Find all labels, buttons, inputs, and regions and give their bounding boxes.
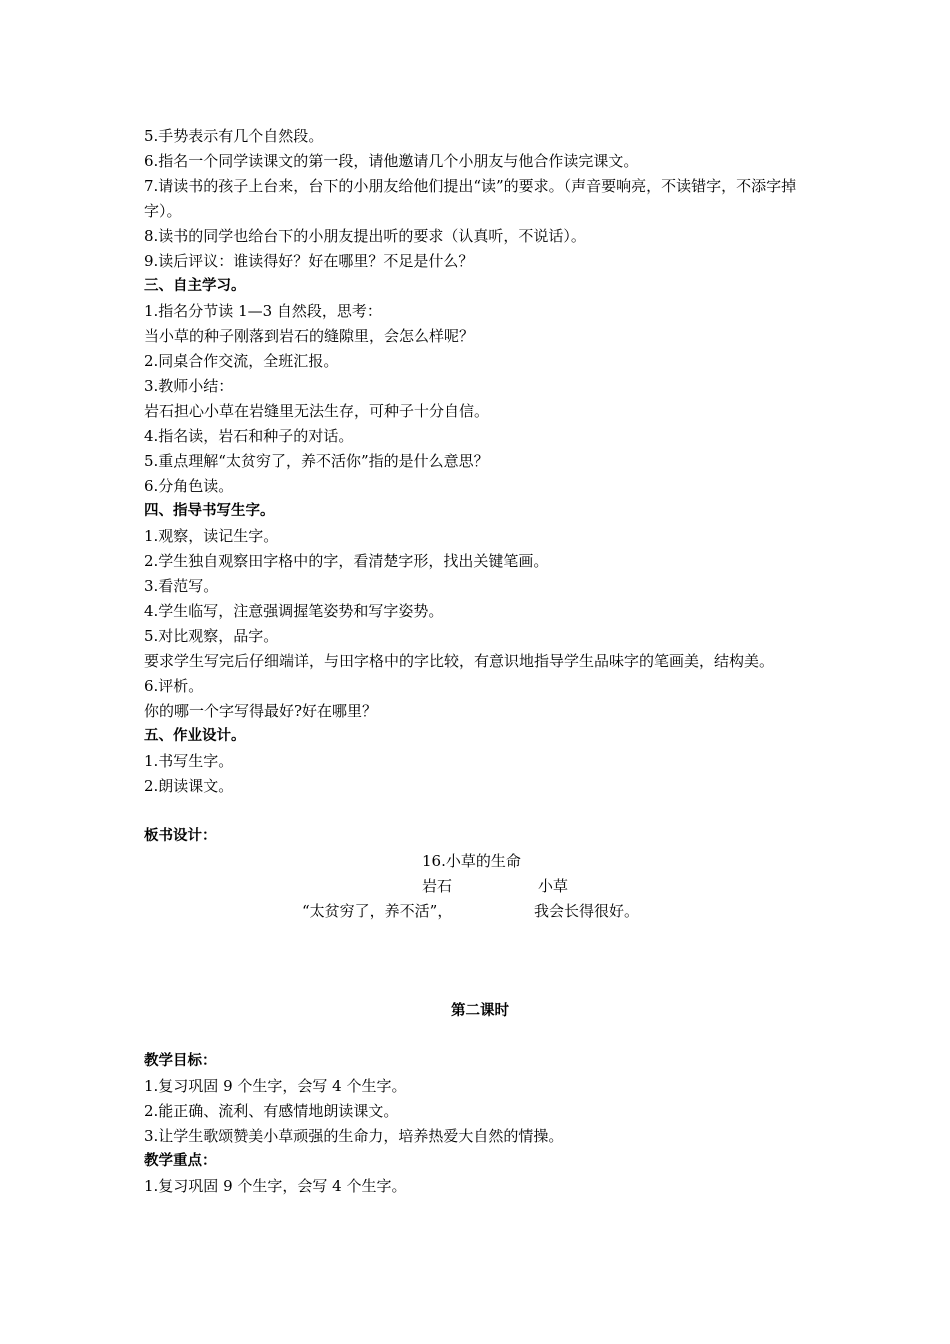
board-title-row	[144, 849, 816, 874]
focus-line: 1.复习巩固 9 个生字，会写 4 个生字。	[144, 1177, 407, 1195]
board-quotes-row	[144, 899, 816, 924]
section-heading-self-study: 三、自主学习。	[144, 278, 246, 294]
section-heading-homework: 五、作业设计。	[144, 728, 246, 744]
board-left-quote: “太贫穷了，养不活”，	[302, 902, 453, 920]
writing-line: 6.评析。	[144, 677, 204, 695]
board-design-heading: 板书设计：	[144, 828, 217, 844]
lesson-two-title: 第二课时	[451, 1003, 509, 1019]
self-study-line: 5.重点理解“太贫穷了，养不活你”指的是什么意思？	[144, 452, 489, 470]
writing-line: 3.看范写。	[144, 577, 219, 595]
self-study-line: 2.同桌合作交流，全班汇报。	[144, 352, 339, 370]
step-5: 5.手势表示有几个自然段。	[144, 127, 324, 145]
self-study-line: 岩石担心小草在岩缝里无法生存，可种子十分自信。	[144, 402, 490, 420]
board-right-label: 小草	[538, 877, 569, 895]
writing-line: 5.对比观察，品字。	[144, 627, 279, 645]
board-labels-row	[144, 874, 816, 899]
step-7: 7.请读书的孩子上台来，台下的小朋友给他们提出“读”的要求。（声音要响亮，不读错字，不添字掉字）。	[144, 177, 797, 220]
writing-line: 4.学生临写，注意强调握笔姿势和写字姿势。	[144, 602, 444, 620]
self-study-line: 3.教师小结：	[144, 377, 234, 395]
writing-line: 1.观察，读记生字。	[144, 527, 279, 545]
step-9: 9.读后评议：谁读得好？好在哪里？不足是什么？	[144, 252, 474, 270]
self-study-line: 4.指名读，岩石和种子的对话。	[144, 427, 354, 445]
goal-line: 1.复习巩固 9 个生字，会写 4 个生字。	[144, 1077, 407, 1095]
teaching-goals-heading: 教学目标：	[144, 1053, 217, 1069]
goal-line: 2.能正确、流利、有感情地朗读课文。	[144, 1102, 399, 1120]
teaching-focus-heading: 教学重点：	[144, 1153, 217, 1169]
step-8: 8.读书的同学也给台下的小朋友提出听的要求（认真听，不说话）。	[144, 227, 586, 245]
writing-line: 2.学生独自观察田字格中的字，看清楚字形，找出关键笔画。	[144, 552, 549, 570]
self-study-line: 1.指名分节读 1—3 自然段，思考：	[144, 302, 382, 320]
writing-line: 你的哪一个字写得最好?好在哪里？	[144, 702, 378, 720]
writing-line: 要求学生写完后仔细端详，与田字格中的字比较，有意识地指导学生品味字的笔画美，结构美。	[144, 652, 775, 670]
board-left-label: 岩石	[422, 877, 453, 895]
document-page	[144, 124, 816, 1199]
step-6: 6.指名一个同学读课文的第一段，请他邀请几个小朋友与他合作读完课文。	[144, 152, 639, 170]
self-study-line: 6.分角色读。	[144, 477, 234, 495]
section-heading-writing: 四、指导书写生字。	[144, 503, 275, 519]
board-right-quote: 我会长得很好。	[534, 902, 640, 920]
goal-line: 3.让学生歌颂赞美小草顽强的生命力，培养热爱大自然的情操。	[144, 1127, 564, 1145]
homework-line: 2.朗读课文。	[144, 777, 234, 795]
self-study-line: 当小草的种子刚落到岩石的缝隙里，会怎么样呢？	[144, 327, 475, 345]
board-title: 16.小草的生命	[422, 852, 521, 870]
homework-line: 1.书写生字。	[144, 752, 234, 770]
